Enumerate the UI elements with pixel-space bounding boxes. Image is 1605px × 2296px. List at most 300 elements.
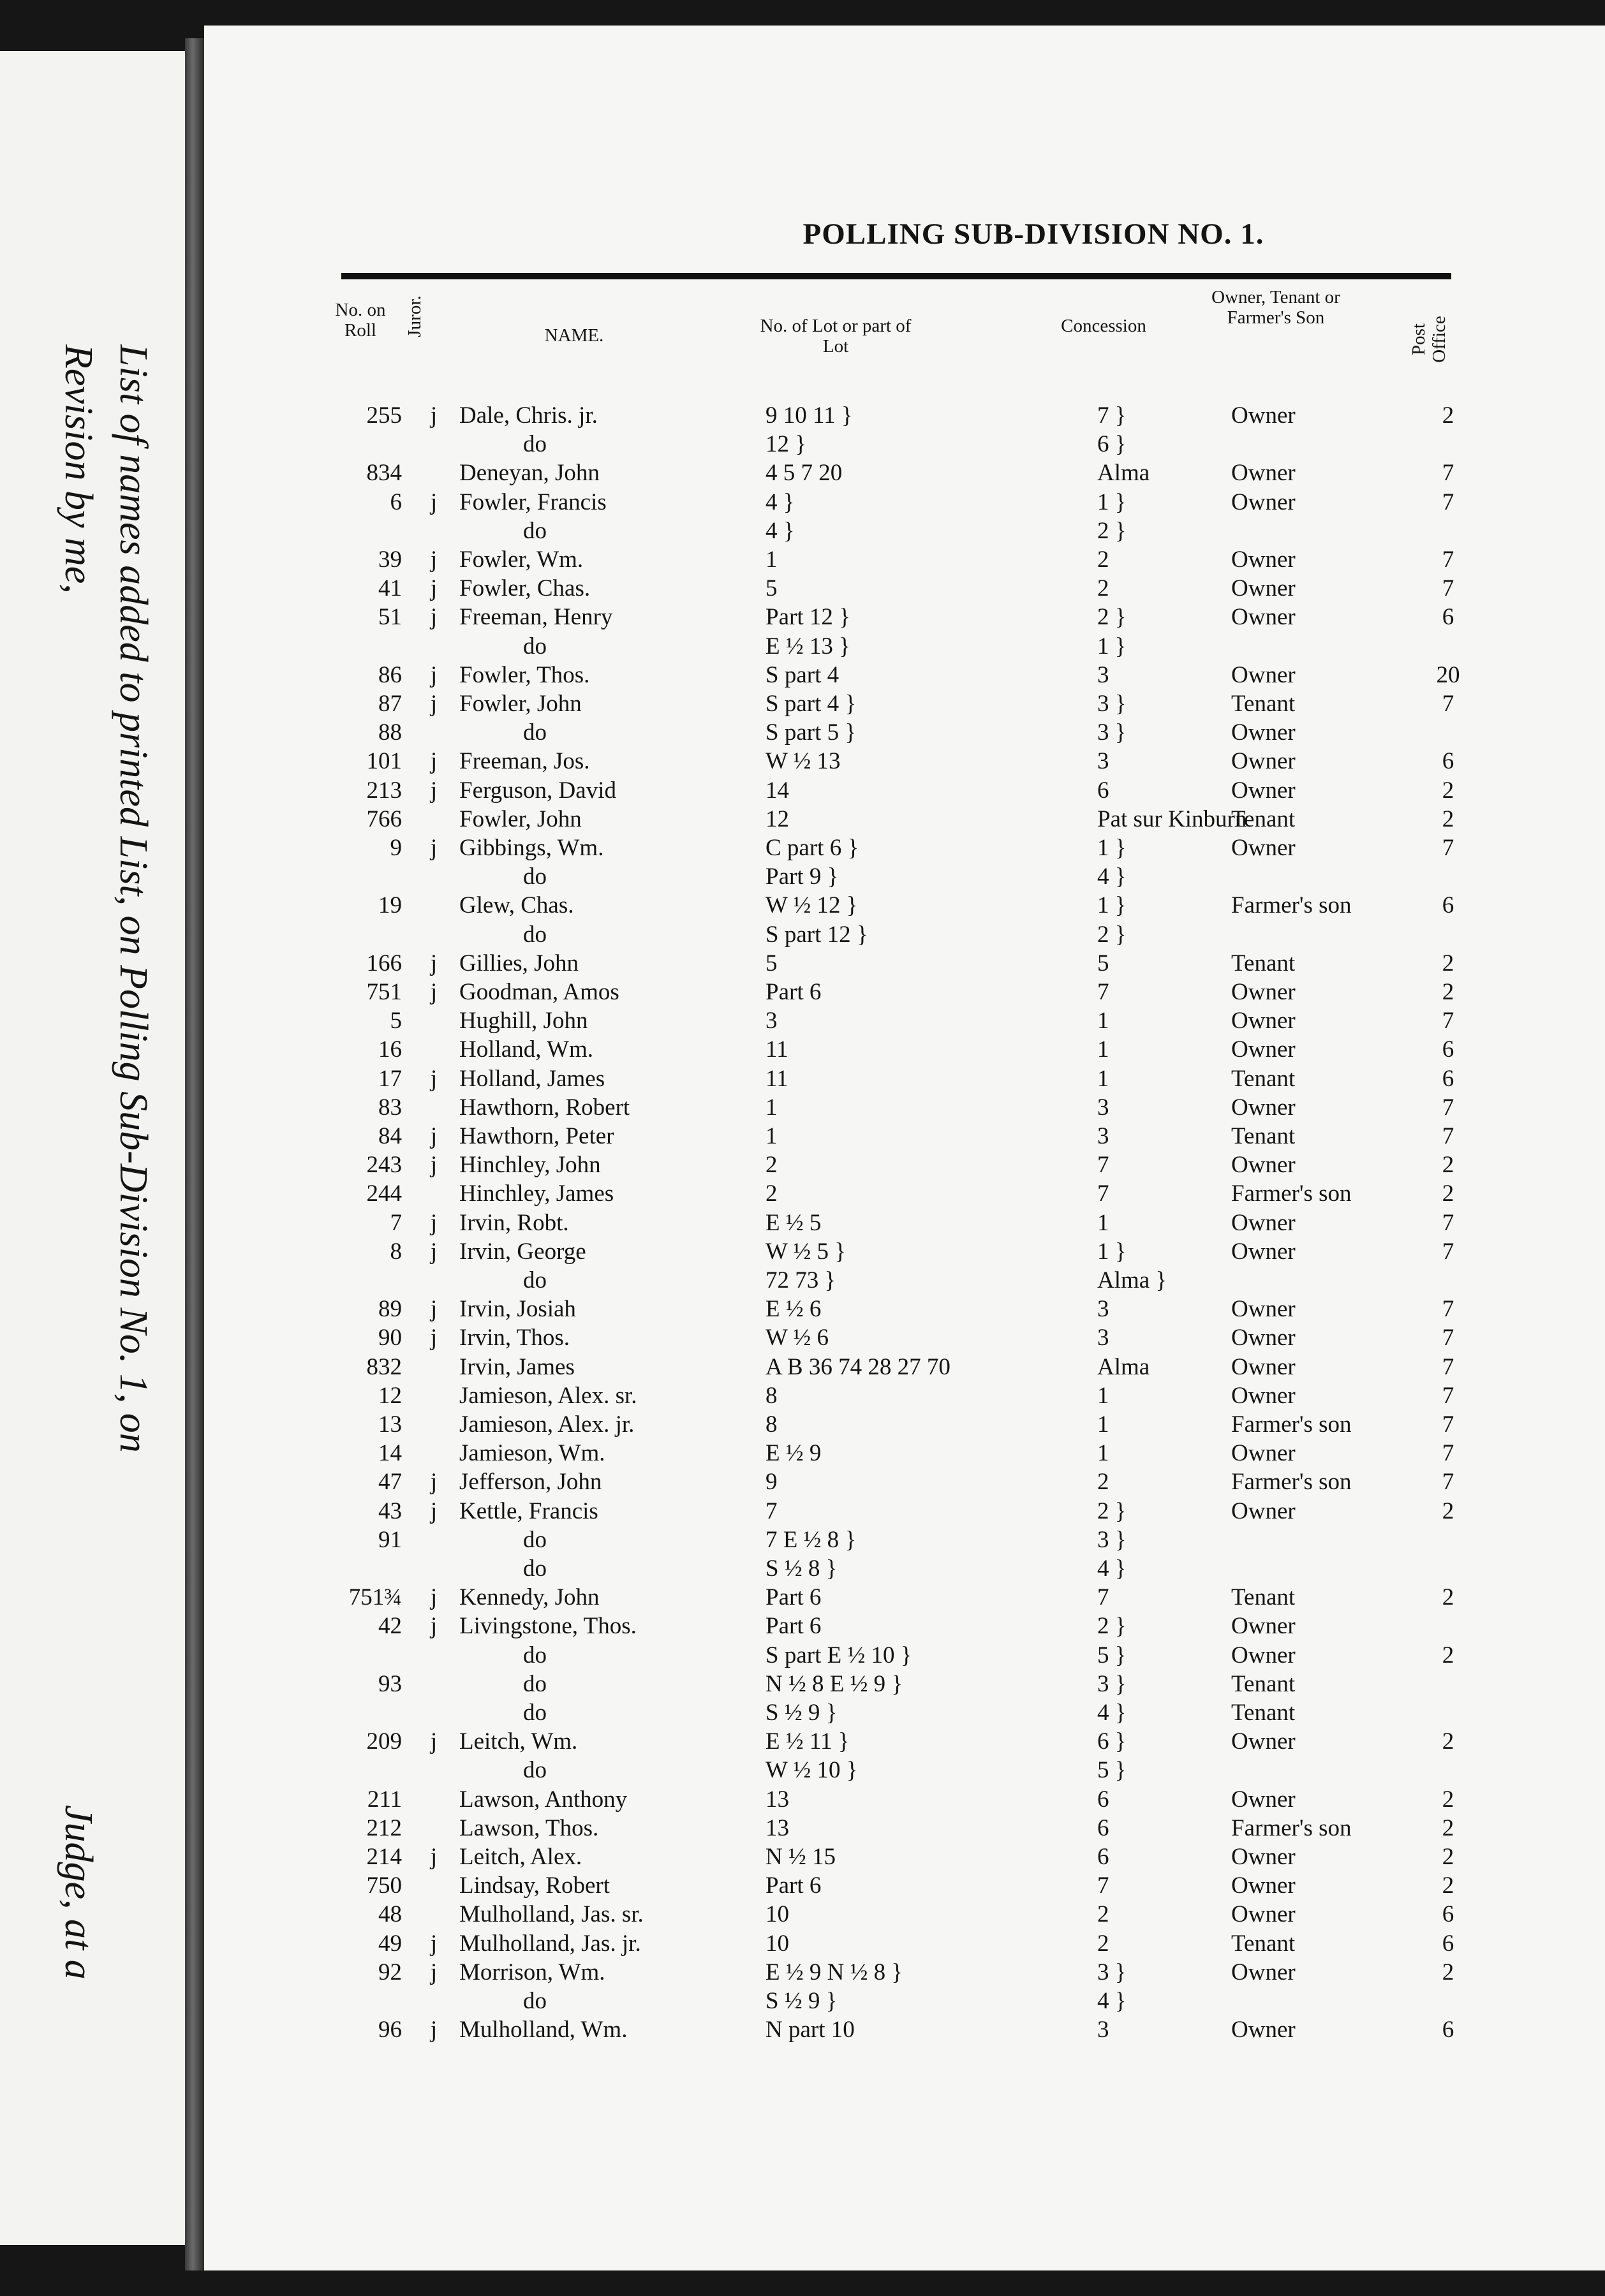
roll-cell: 255 xyxy=(366,402,402,429)
name-cell: do xyxy=(523,1267,547,1293)
juror-cell: j xyxy=(430,1123,438,1149)
lot-cell: S part 12 } xyxy=(766,921,868,948)
roll-cell: 212 xyxy=(366,1814,402,1841)
table-row xyxy=(204,747,1605,776)
post-office-cell: 2 xyxy=(1442,1873,1454,1899)
post-office-cell: 2 xyxy=(1442,1584,1454,1611)
lot-cell: W ½ 10 } xyxy=(766,1757,858,1784)
post-office-cell: 2 xyxy=(1442,402,1454,429)
concession-cell: 1 } xyxy=(1097,835,1127,861)
post-office-cell: 7 xyxy=(1442,835,1454,861)
lot-cell: 10 xyxy=(766,1930,789,1957)
post-office-cell: 7 xyxy=(1442,489,1454,515)
post-office-cell: 2 xyxy=(1442,979,1454,1005)
roll-cell: 90 xyxy=(378,1325,402,1351)
status-cell: Owner xyxy=(1231,1728,1296,1755)
name-cell: Mulholland, Jas. jr. xyxy=(459,1930,641,1957)
concession-cell: 2 } xyxy=(1097,517,1127,544)
page-heading: POLLING SUB-DIVISION NO. 1. xyxy=(802,217,1264,251)
juror-cell: j xyxy=(430,1209,438,1236)
concession-cell: 2 xyxy=(1097,1901,1109,1928)
status-cell: Owner xyxy=(1231,1036,1296,1063)
concession-cell: Alma xyxy=(1097,1353,1150,1380)
roll-cell: 751 xyxy=(366,979,402,1005)
name-cell: Hughill, John xyxy=(459,1008,588,1034)
concession-cell: 3 xyxy=(1097,1094,1109,1121)
name-cell: Holland, James xyxy=(459,1065,605,1092)
rotated-note xyxy=(51,344,161,1980)
roll-cell: 751¾ xyxy=(348,1584,402,1611)
status-cell: Owner xyxy=(1231,979,1296,1005)
concession-cell: 2 } xyxy=(1097,1498,1127,1524)
concession-cell: 3 xyxy=(1097,2017,1109,2043)
col-header-roll: No. on Roll xyxy=(335,300,386,341)
concession-cell: 7 } xyxy=(1097,402,1127,429)
col-header-juror: Juror. xyxy=(404,295,425,337)
concession-cell: 3 xyxy=(1097,748,1109,775)
concession-cell: 4 } xyxy=(1097,1988,1127,2014)
post-office-cell: 6 xyxy=(1442,1036,1454,1063)
juror-cell: j xyxy=(430,1296,438,1323)
name-cell: Mulholland, Jas. sr. xyxy=(459,1901,644,1928)
post-office-cell: 2 xyxy=(1442,1152,1454,1179)
juror-cell: j xyxy=(430,1325,438,1351)
roll-cell: 766 xyxy=(366,806,402,832)
post-office-cell: 2 xyxy=(1442,1498,1454,1524)
table-row xyxy=(204,1498,1605,1526)
concession-cell: 1 xyxy=(1097,1411,1109,1438)
status-cell: Owner xyxy=(1231,1440,1296,1467)
table-row xyxy=(204,1295,1605,1323)
name-cell: Hinchley, James xyxy=(459,1181,614,1207)
status-cell: Tenant xyxy=(1231,806,1296,832)
table-row xyxy=(204,1814,1605,1843)
status-cell: Tenant xyxy=(1231,1584,1296,1611)
lot-cell: 5 xyxy=(766,575,778,602)
juror-cell: j xyxy=(430,1152,438,1179)
status-cell: Owner xyxy=(1231,1296,1296,1323)
concession-cell: 1 } xyxy=(1097,892,1127,919)
status-cell: Farmer's son xyxy=(1231,1181,1352,1207)
status-cell: Owner xyxy=(1231,489,1296,515)
lot-cell: 4 } xyxy=(766,517,795,544)
concession-cell: 7 xyxy=(1097,1873,1109,1899)
status-cell: Owner xyxy=(1231,1353,1296,1380)
post-office-cell: 7 xyxy=(1442,1209,1454,1236)
name-cell: Hawthorn, Robert xyxy=(459,1094,630,1121)
name-cell: Fowler, Francis xyxy=(459,489,607,515)
table-row xyxy=(204,517,1605,545)
lot-cell: W ½ 6 xyxy=(766,1325,829,1351)
name-cell: Irvin, Josiah xyxy=(459,1296,576,1323)
lot-cell: W ½ 12 } xyxy=(766,892,858,919)
lot-cell: E ½ 13 } xyxy=(766,633,850,659)
post-office-cell: 7 xyxy=(1442,1440,1454,1467)
status-cell: Tenant xyxy=(1231,691,1296,717)
col-header-status: Owner, Tenant or Farmer's Son xyxy=(1211,287,1340,328)
table-row xyxy=(204,1122,1605,1151)
name-cell: do xyxy=(523,1642,547,1668)
roll-cell: 12 xyxy=(378,1382,402,1409)
lot-cell: 3 xyxy=(766,1008,778,1034)
name-cell: do xyxy=(523,864,547,890)
col-header-post-office: Post Office xyxy=(1409,316,1449,363)
roll-cell: 42 xyxy=(378,1613,402,1640)
table-row xyxy=(204,834,1605,862)
juror-cell: j xyxy=(430,402,438,429)
lot-cell: 2 xyxy=(766,1152,778,1179)
lot-cell: N ½ 8 E ½ 9 } xyxy=(766,1670,903,1697)
post-office-cell: 2 xyxy=(1442,950,1454,976)
roll-cell: 16 xyxy=(378,1036,402,1063)
lot-cell: S part 4 xyxy=(766,661,839,688)
roll-cell: 17 xyxy=(378,1065,402,1092)
lot-cell: 11 xyxy=(766,1065,788,1092)
table-row xyxy=(204,489,1605,517)
table-row xyxy=(204,1584,1605,1612)
post-office-cell: 7 xyxy=(1442,1094,1454,1121)
status-cell: Owner xyxy=(1231,1959,1296,1985)
post-office-cell: 2 xyxy=(1442,1814,1454,1841)
post-office-cell: 7 xyxy=(1442,460,1454,487)
table-row xyxy=(204,1007,1605,1035)
concession-cell: 2 xyxy=(1097,1469,1109,1496)
post-office-cell: 6 xyxy=(1442,1901,1454,1928)
status-cell: Owner xyxy=(1231,1325,1296,1351)
roll-cell: 87 xyxy=(378,691,402,717)
lot-cell: 4 5 7 20 xyxy=(766,460,843,487)
post-office-cell: 6 xyxy=(1442,604,1454,631)
book-gutter xyxy=(185,38,204,2270)
concession-cell: 1 xyxy=(1097,1036,1109,1063)
name-cell: Gillies, John xyxy=(459,950,579,976)
status-cell: Owner xyxy=(1231,1152,1296,1179)
concession-cell: 5 } xyxy=(1097,1642,1127,1668)
lot-cell: 5 xyxy=(766,950,778,976)
roll-cell: 9 xyxy=(390,835,402,861)
table-row xyxy=(204,921,1605,949)
name-cell: do xyxy=(523,1556,547,1582)
concession-cell: 2 } xyxy=(1097,604,1127,631)
roll-cell: 83 xyxy=(378,1094,402,1121)
juror-cell: j xyxy=(430,1584,438,1611)
roll-cell: 214 xyxy=(366,1844,402,1870)
lot-cell: Part 9 } xyxy=(766,864,839,890)
roll-cell: 88 xyxy=(378,719,402,746)
lot-cell: 1 xyxy=(766,1094,778,1121)
status-cell: Owner xyxy=(1231,1209,1296,1236)
juror-cell: j xyxy=(430,1469,438,1496)
name-cell: do xyxy=(523,1700,547,1726)
status-cell: Farmer's son xyxy=(1231,1411,1352,1438)
lot-cell: 1 xyxy=(766,547,778,573)
lot-cell: N part 10 xyxy=(766,2017,855,2043)
name-cell: Jefferson, John xyxy=(459,1469,602,1496)
post-office-cell: 7 xyxy=(1442,1296,1454,1323)
name-cell: do xyxy=(523,1757,547,1784)
voter-table xyxy=(204,26,1605,2270)
roll-cell: 6 xyxy=(390,489,402,515)
lot-cell: 8 xyxy=(766,1382,778,1409)
status-cell: Owner xyxy=(1231,2017,1296,2043)
post-office-cell: 7 xyxy=(1442,1123,1454,1149)
name-cell: Dale, Chris. jr. xyxy=(459,402,598,429)
status-cell: Owner xyxy=(1231,1873,1296,1899)
post-office-cell: 7 xyxy=(1442,547,1454,573)
concession-cell: 1 } xyxy=(1097,489,1127,515)
concession-cell: 2 xyxy=(1097,1930,1109,1957)
concession-cell: 6 } xyxy=(1097,431,1127,458)
post-office-cell: 2 xyxy=(1442,1786,1454,1813)
lot-cell: W ½ 13 xyxy=(766,748,841,775)
status-cell: Owner xyxy=(1231,1094,1296,1121)
lot-cell: S ½ 8 } xyxy=(766,1556,838,1582)
lot-cell: S part 5 } xyxy=(766,719,857,746)
name-cell: Gibbings, Wm. xyxy=(459,835,604,861)
lot-cell: S ½ 9 } xyxy=(766,1700,838,1726)
name-cell: do xyxy=(523,517,547,544)
post-office-cell: 2 xyxy=(1442,806,1454,832)
right-page xyxy=(204,26,1605,2270)
name-cell: Jamieson, Alex. jr. xyxy=(459,1411,635,1438)
status-cell: Farmer's son xyxy=(1231,1469,1352,1496)
name-cell: Lawson, Thos. xyxy=(459,1814,599,1841)
post-office-cell: 2 xyxy=(1442,1181,1454,1207)
concession-cell: 4 } xyxy=(1097,864,1127,890)
lot-cell: 1 xyxy=(766,1123,778,1149)
lot-cell: A B 36 74 28 27 70 xyxy=(766,1353,950,1380)
lot-cell: 12 xyxy=(766,806,789,832)
table-row xyxy=(204,633,1605,661)
roll-cell: 93 xyxy=(378,1670,402,1697)
roll-cell: 51 xyxy=(378,604,402,631)
table-row xyxy=(204,1930,1605,1958)
table-row xyxy=(204,459,1605,487)
name-cell: Deneyan, John xyxy=(459,460,600,487)
post-office-cell: 7 xyxy=(1442,1353,1454,1380)
name-cell: do xyxy=(523,921,547,948)
lot-cell: 7 E ½ 8 } xyxy=(766,1526,857,1553)
juror-cell: j xyxy=(430,1498,438,1524)
concession-cell: 6 xyxy=(1097,777,1109,804)
juror-cell: j xyxy=(430,1959,438,1985)
name-cell: Glew, Chas. xyxy=(459,892,574,919)
table-row xyxy=(204,1843,1605,1871)
juror-cell: j xyxy=(430,835,438,861)
status-cell: Owner xyxy=(1231,777,1296,804)
name-cell: do xyxy=(523,719,547,746)
lot-cell: Part 6 xyxy=(766,1584,822,1611)
note-line-2-end: Judge, at a xyxy=(57,1805,100,1980)
name-cell: Kennedy, John xyxy=(459,1584,600,1611)
name-cell: Irvin, George xyxy=(459,1238,586,1265)
table-row xyxy=(204,1786,1605,1814)
status-cell: Owner xyxy=(1231,748,1296,775)
juror-cell: j xyxy=(430,1930,438,1957)
concession-cell: 6 xyxy=(1097,1814,1109,1841)
status-cell: Owner xyxy=(1231,1008,1296,1034)
lot-cell: 13 xyxy=(766,1786,789,1813)
lot-cell: 13 xyxy=(766,1814,789,1841)
name-cell: Kettle, Francis xyxy=(459,1498,598,1524)
table-row xyxy=(204,978,1605,1006)
name-cell: Goodman, Amos xyxy=(459,979,619,1005)
post-office-cell: 7 xyxy=(1442,1469,1454,1496)
lot-cell: N ½ 15 xyxy=(766,1844,836,1870)
name-cell: do xyxy=(523,1988,547,2014)
table-row xyxy=(204,1526,1605,1554)
juror-cell: j xyxy=(430,1613,438,1640)
table-row xyxy=(204,1756,1605,1785)
roll-cell: 47 xyxy=(378,1469,402,1496)
table-row xyxy=(204,1670,1605,1698)
col-header-name: NAME. xyxy=(544,325,604,346)
status-cell: Farmer's son xyxy=(1231,1814,1352,1841)
concession-cell: 4 } xyxy=(1097,1700,1127,1726)
concession-cell: 6 xyxy=(1097,1786,1109,1813)
concession-cell: 7 xyxy=(1097,1181,1109,1207)
status-cell: Owner xyxy=(1231,575,1296,602)
name-cell: Holland, Wm. xyxy=(459,1036,593,1063)
name-cell: Fowler, John xyxy=(459,691,582,717)
status-cell: Owner xyxy=(1231,1642,1296,1668)
juror-cell: j xyxy=(430,547,438,573)
table-row xyxy=(204,1959,1605,1987)
table-row xyxy=(204,1151,1605,1179)
table-row xyxy=(204,546,1605,574)
name-cell: Fowler, Wm. xyxy=(459,547,584,573)
post-office-cell: 6 xyxy=(1442,748,1454,775)
status-cell: Owner xyxy=(1231,835,1296,861)
concession-cell: 1 xyxy=(1097,1209,1109,1236)
name-cell: Livingstone, Thos. xyxy=(459,1613,637,1640)
lot-cell: Part 6 xyxy=(766,1873,822,1899)
roll-cell: 8 xyxy=(390,1238,402,1265)
concession-cell: 7 xyxy=(1097,1152,1109,1179)
lot-cell: W ½ 5 } xyxy=(766,1238,847,1265)
table-row xyxy=(204,1238,1605,1266)
lot-cell: S ½ 9 } xyxy=(766,1988,838,2014)
lot-cell: 7 xyxy=(766,1498,778,1524)
lot-cell: E ½ 5 xyxy=(766,1209,822,1236)
post-office-cell: 7 xyxy=(1442,575,1454,602)
lot-cell: 9 xyxy=(766,1469,778,1496)
table-row xyxy=(204,1180,1605,1208)
name-cell: Fowler, Thos. xyxy=(459,661,590,688)
table-row xyxy=(204,402,1605,430)
name-cell: Lindsay, Robert xyxy=(459,1873,610,1899)
concession-cell: 2 } xyxy=(1097,1613,1127,1640)
concession-cell: 1 xyxy=(1097,1382,1109,1409)
left-page xyxy=(0,51,187,2245)
lot-cell: 11 xyxy=(766,1036,788,1063)
concession-cell: 3 } xyxy=(1097,1526,1127,1553)
juror-cell: j xyxy=(430,748,438,775)
concession-cell: 4 } xyxy=(1097,1556,1127,1582)
post-office-cell: 7 xyxy=(1442,1008,1454,1034)
post-office-cell: 7 xyxy=(1442,1411,1454,1438)
status-cell: Owner xyxy=(1231,1238,1296,1265)
post-office-cell: 2 xyxy=(1442,1959,1454,1985)
post-office-cell: 6 xyxy=(1442,1930,1454,1957)
roll-cell: 14 xyxy=(378,1440,402,1467)
roll-cell: 13 xyxy=(378,1411,402,1438)
post-office-cell: 6 xyxy=(1442,1065,1454,1092)
name-cell: Freeman, Henry xyxy=(459,604,613,631)
status-cell: Tenant xyxy=(1231,950,1296,976)
col-header-lot: No. of Lot or part of Lot xyxy=(760,316,912,357)
concession-cell: 2 xyxy=(1097,575,1109,602)
concession-cell: 6 xyxy=(1097,1844,1109,1870)
concession-cell: 3 } xyxy=(1097,719,1127,746)
juror-cell: j xyxy=(430,777,438,804)
post-office-cell: 7 xyxy=(1442,1238,1454,1265)
table-row xyxy=(204,1411,1605,1439)
juror-cell: j xyxy=(430,979,438,1005)
lot-cell: E ½ 6 xyxy=(766,1296,822,1323)
post-office-cell: 2 xyxy=(1442,1728,1454,1755)
concession-cell: 3 xyxy=(1097,661,1109,688)
col-header-concession: Concession xyxy=(1061,316,1146,336)
table-row xyxy=(204,863,1605,891)
table-row xyxy=(204,1065,1605,1093)
roll-cell: 750 xyxy=(366,1873,402,1899)
table-row xyxy=(204,950,1605,978)
status-cell: Tenant xyxy=(1231,1930,1296,1957)
concession-cell: 1 } xyxy=(1097,633,1127,659)
table-row xyxy=(204,690,1605,718)
roll-cell: 211 xyxy=(367,1786,402,1813)
lot-cell: 4 } xyxy=(766,489,795,515)
post-office-cell: 7 xyxy=(1442,1325,1454,1351)
name-cell: Irvin, Thos. xyxy=(459,1325,570,1351)
juror-cell: j xyxy=(430,1728,438,1755)
status-cell: Owner xyxy=(1231,661,1296,688)
lot-cell: 9 10 11 } xyxy=(766,402,853,429)
juror-cell: j xyxy=(430,2017,438,2043)
name-cell: Lawson, Anthony xyxy=(459,1786,628,1813)
table-row xyxy=(204,1901,1605,1929)
name-cell: Fowler, Chas. xyxy=(459,575,591,602)
table-row xyxy=(204,575,1605,603)
concession-cell: 2 xyxy=(1097,547,1109,573)
roll-cell: 101 xyxy=(366,748,402,775)
roll-cell: 43 xyxy=(378,1498,402,1524)
juror-cell: j xyxy=(430,661,438,688)
lot-cell: E ½ 9 N ½ 8 } xyxy=(766,1959,903,1985)
status-cell: Owner xyxy=(1231,1901,1296,1928)
name-cell: Fowler, John xyxy=(459,806,582,832)
roll-cell: 48 xyxy=(378,1901,402,1928)
status-cell: Tenant xyxy=(1231,1700,1296,1726)
note-line-1: List of names added to printed List, on Polling Sub-Division No. 1, on xyxy=(112,344,155,1453)
roll-cell: 96 xyxy=(378,2017,402,2043)
roll-cell: 166 xyxy=(366,950,402,976)
status-cell: Owner xyxy=(1231,1498,1296,1524)
table-row xyxy=(204,1612,1605,1640)
juror-cell: j xyxy=(430,604,438,631)
status-cell: Owner xyxy=(1231,1786,1296,1813)
table-row xyxy=(204,1353,1605,1381)
post-office-cell: 7 xyxy=(1442,1382,1454,1409)
concession-cell: Pat sur Kinburn xyxy=(1097,806,1247,832)
post-office-cell: 7 xyxy=(1442,691,1454,717)
roll-cell: 209 xyxy=(366,1728,402,1755)
lot-cell: 2 xyxy=(766,1181,778,1207)
name-cell: Morrison, Wm. xyxy=(459,1959,605,1985)
table-row xyxy=(204,1468,1605,1496)
concession-cell: 3 xyxy=(1097,1296,1109,1323)
